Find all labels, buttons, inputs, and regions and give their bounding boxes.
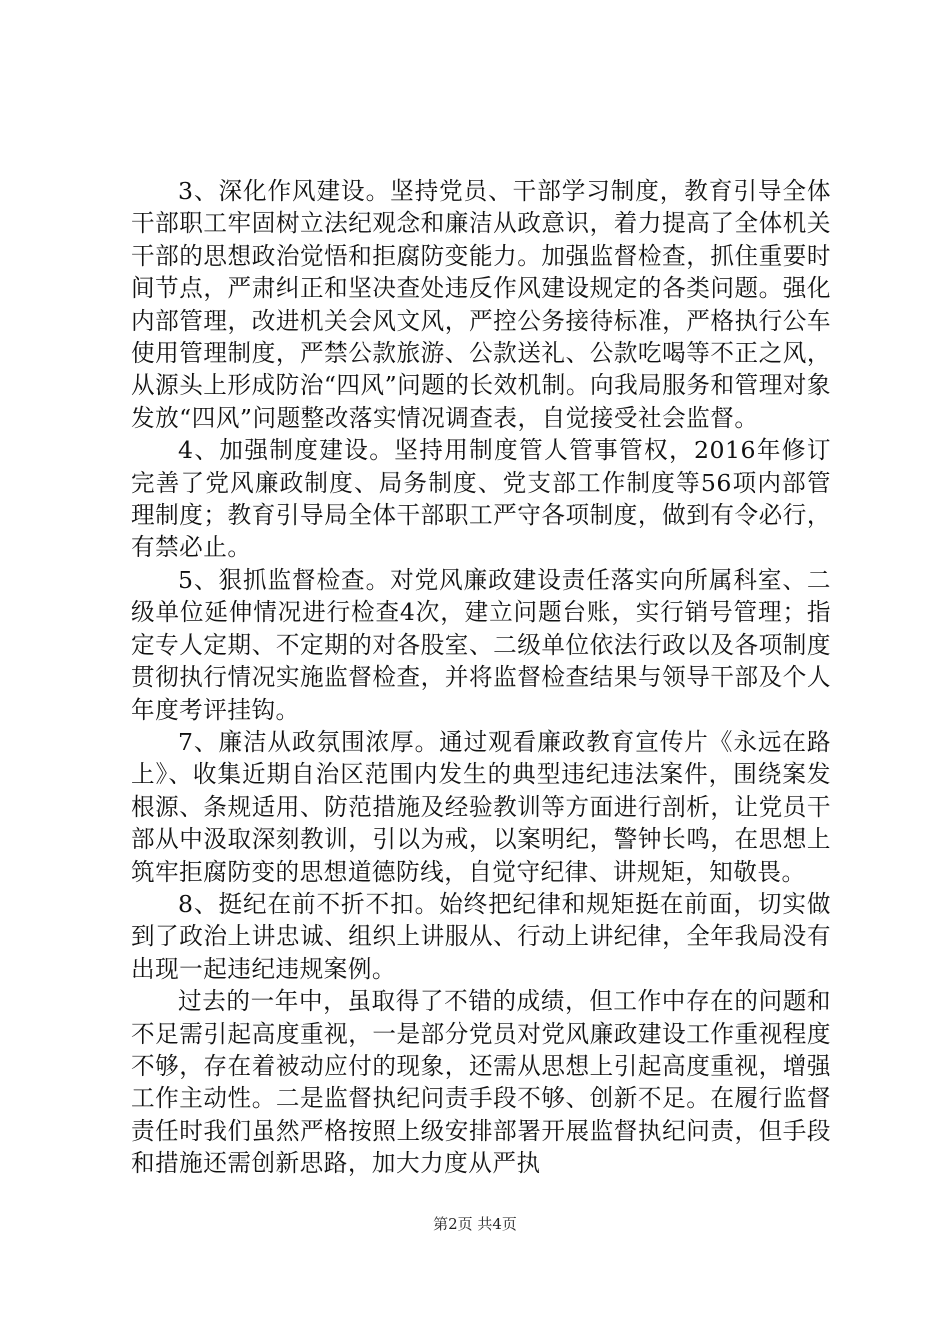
page-number-footer: 第2页 共4页 bbox=[433, 1215, 517, 1233]
document-body bbox=[131, 175, 831, 1180]
paragraph-8-discipline: 8、挺纪在前不折不扣。始终把纪律和规矩挺在前面，切实做到了政治上讲忠诚、组织上讲服从、行动上讲纪律，全年我局没有出现一起违纪违规案例。 bbox=[131, 889, 831, 983]
paragraph-7-integrity-atmosphere: 7、廉洁从政氛围浓厚。通过观看廉政教育宣传片《永远在路上》、收集近期自治区范围内发生的典型违纪违法案件，围绕案发根源、条规适用、防范措施及经验教训等方面进行剖析，让党员干部从中汲取深刻教训，引以为戒，以案明纪，警钟长鸣，在思想上筑牢拒腐防变的思想道德防线，自觉守纪律、讲规矩，知敬畏。 bbox=[131, 727, 831, 886]
paragraph-5-supervision: 5、狠抓监督检查。对党风廉政建设责任落实向所属科室、二级单位延伸情况进行检查4次，建立问题台账，实行销号管理；指定专人定期、不定期的对各股室、二级单位依法行政以及各项制度贯彻执行情况实施监督检查，并将监督检查结果与领导干部及个人年度考评挂钩。 bbox=[131, 565, 831, 724]
paragraph-4-system-building: 4、加强制度建设。坚持用制度管人管事管权，2016年修订完善了党风廉政制度、局务制度、党支部工作制度等56项内部管理制度；教育引导局全体干部职工严守各项制度，做到有令必行，有禁必止。 bbox=[131, 436, 831, 562]
paragraph-3-style-building: 3、深化作风建设。坚持党员、干部学习制度，教育引导全体干部职工牢固树立法纪观念和廉洁从政意识，着力提高了全体机关干部的思想政治觉悟和拒腐防变能力。加强监督检查，抓住重要时间节点，严肃纠正和坚决查处违反作风建设规定的各类问题。强化内部管理，改进机关会风文风，严控公务接待标准，严格执行公车使用管理制度，严禁公款旅游、公款送礼、公款吃喝等不正之风，从源头上形成防治“四风”问题的长效机制。向我局服务和管理对象发放“四风”问题整改落实情况调查表，自觉接受社会监督。 bbox=[131, 177, 831, 432]
paragraph-problems-summary: 过去的一年中，虽取得了不错的成绩，但工作中存在的问题和不足需引起高度重视，一是部分党员对党风廉政建设工作重视程度不够，存在着被动应付的现象，还需从思想上引起高度重视，增强工作主动性。二是监督执纪问责手段不够、创新不足。在履行监督责任时我们虽然严格按照上级安排部署开展监督执纪问责，但手段和措施还需创新思路，加大力度从严执 bbox=[131, 987, 831, 1178]
